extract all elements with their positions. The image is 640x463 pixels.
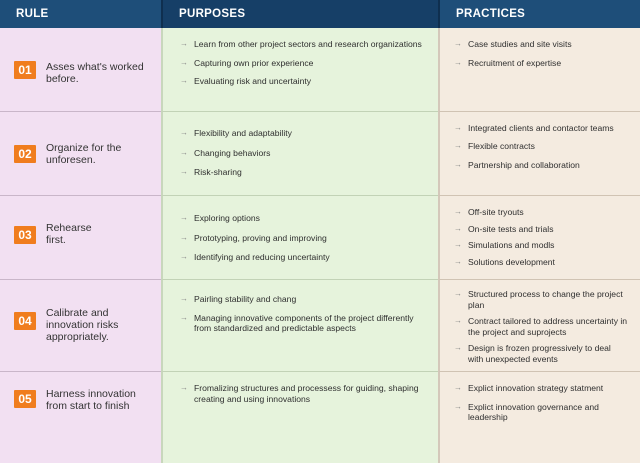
practice-item: → Design is frozen progressively to deal with unexpected events <box>454 343 611 364</box>
practice-item: → Contract tailored to address uncertainty in the project and suprojects <box>454 316 628 337</box>
practice-item: → Off-site tryouts <box>454 207 524 217</box>
purpose-item: → Prototyping, proving and improving <box>180 232 327 243</box>
arrow-icon: → <box>180 147 188 157</box>
rule-cell <box>0 28 161 112</box>
table-row <box>0 280 640 372</box>
arrow-icon: → <box>180 312 188 322</box>
rule-text: Rehearse first. <box>46 222 92 246</box>
practices-cell <box>438 280 640 372</box>
purposes-cell <box>161 196 438 280</box>
rule-text: Harness innovation from start to finish <box>46 388 136 412</box>
rule-text: Organize for the unforesen. <box>46 142 122 166</box>
arrow-icon: → <box>454 140 462 150</box>
table-row <box>0 28 640 112</box>
purposes-cell <box>161 280 438 372</box>
arrow-icon: → <box>180 252 188 261</box>
arrow-icon: → <box>454 383 462 392</box>
purpose-item: → Managing innovative components of the project differently from standardized and predictable aspects <box>180 312 414 333</box>
rule-cell <box>0 196 161 280</box>
purposes-cell <box>161 372 438 463</box>
arrow-icon: → <box>454 39 462 48</box>
practice-item: → Simulations and modls <box>454 240 555 250</box>
arrow-icon: → <box>454 207 462 216</box>
rule-number-badge: 04 <box>14 312 36 330</box>
rule-number-badge: 03 <box>14 226 36 244</box>
table-row <box>0 372 640 463</box>
rule-cell <box>0 280 161 372</box>
rule-text: Calibrate and innovation risks appropriately. <box>46 307 119 343</box>
rule-cell <box>0 372 161 463</box>
purpose-item: → Exploring options <box>180 213 260 223</box>
arrow-icon: → <box>180 232 188 242</box>
arrow-icon: → <box>180 128 188 137</box>
purpose-item: → Evaluating risk and uncertainty <box>180 76 312 86</box>
purpose-item: → Pairling stability and chang <box>180 294 297 304</box>
arrow-icon: → <box>180 383 188 392</box>
practice-item: → Explict innovation governance and leadership <box>454 401 599 422</box>
rule-number-badge: 05 <box>14 390 36 408</box>
arrow-icon: → <box>454 223 462 233</box>
practice-item: → Integrated clients and contactor teams <box>454 123 614 133</box>
practices-cell <box>438 372 640 463</box>
purpose-item: → Flexibility and adaptability <box>180 128 292 138</box>
practice-item: → Partnership and collaboration <box>454 160 580 170</box>
rule-cell <box>0 112 161 196</box>
purpose-item: → Fromalizing structures and processess for guiding, shaping creating and using innovations <box>180 383 419 404</box>
rule-number-badge: 01 <box>14 61 36 79</box>
practice-item: → Recruitment of expertise <box>454 57 562 68</box>
practices-cell <box>438 28 640 112</box>
arrow-icon: → <box>454 57 462 67</box>
arrow-icon: → <box>180 57 188 67</box>
practice-item: → Solutions development <box>454 256 555 267</box>
header-practices: PRACTICES <box>438 0 640 28</box>
arrow-icon: → <box>454 401 462 411</box>
arrow-icon: → <box>454 289 462 298</box>
purpose-item: → Identifying and reducing uncertainty <box>180 252 330 262</box>
arrow-icon: → <box>180 167 188 176</box>
purpose-item: → Capturing own prior experience <box>180 57 314 68</box>
arrow-icon: → <box>180 39 188 48</box>
arrow-icon: → <box>454 240 462 249</box>
purpose-item: → Risk-sharing <box>180 167 242 177</box>
purpose-item: → Learn from other project sectors and research organizations <box>180 39 422 49</box>
rule-number-badge: 02 <box>14 145 36 163</box>
table-row <box>0 196 640 280</box>
practice-item: → On-site tests and trials <box>454 223 554 234</box>
purposes-cell <box>161 28 438 112</box>
arrow-icon: → <box>180 294 188 303</box>
arrow-icon: → <box>180 213 188 222</box>
table-row <box>0 112 640 196</box>
header-purposes: PURPOSES <box>161 0 438 28</box>
purpose-item: → Changing behaviors <box>180 147 271 158</box>
arrow-icon: → <box>454 343 462 352</box>
practice-item: → Structured process to change the project plan <box>454 289 623 310</box>
practices-cell <box>438 196 640 280</box>
arrow-icon: → <box>180 76 188 85</box>
table-header <box>0 0 640 28</box>
practice-item: → Flexible contracts <box>454 140 535 151</box>
practice-item: → Case studies and site visits <box>454 39 572 49</box>
header-rule: RULE <box>0 0 161 28</box>
rule-text: Asses what's worked before. <box>46 61 144 85</box>
arrow-icon: → <box>454 256 462 266</box>
practice-item: → Explict innovation strategy statment <box>454 383 604 393</box>
arrow-icon: → <box>454 160 462 169</box>
practices-cell <box>438 112 640 196</box>
arrow-icon: → <box>454 123 462 132</box>
purposes-cell <box>161 112 438 196</box>
arrow-icon: → <box>454 316 462 325</box>
